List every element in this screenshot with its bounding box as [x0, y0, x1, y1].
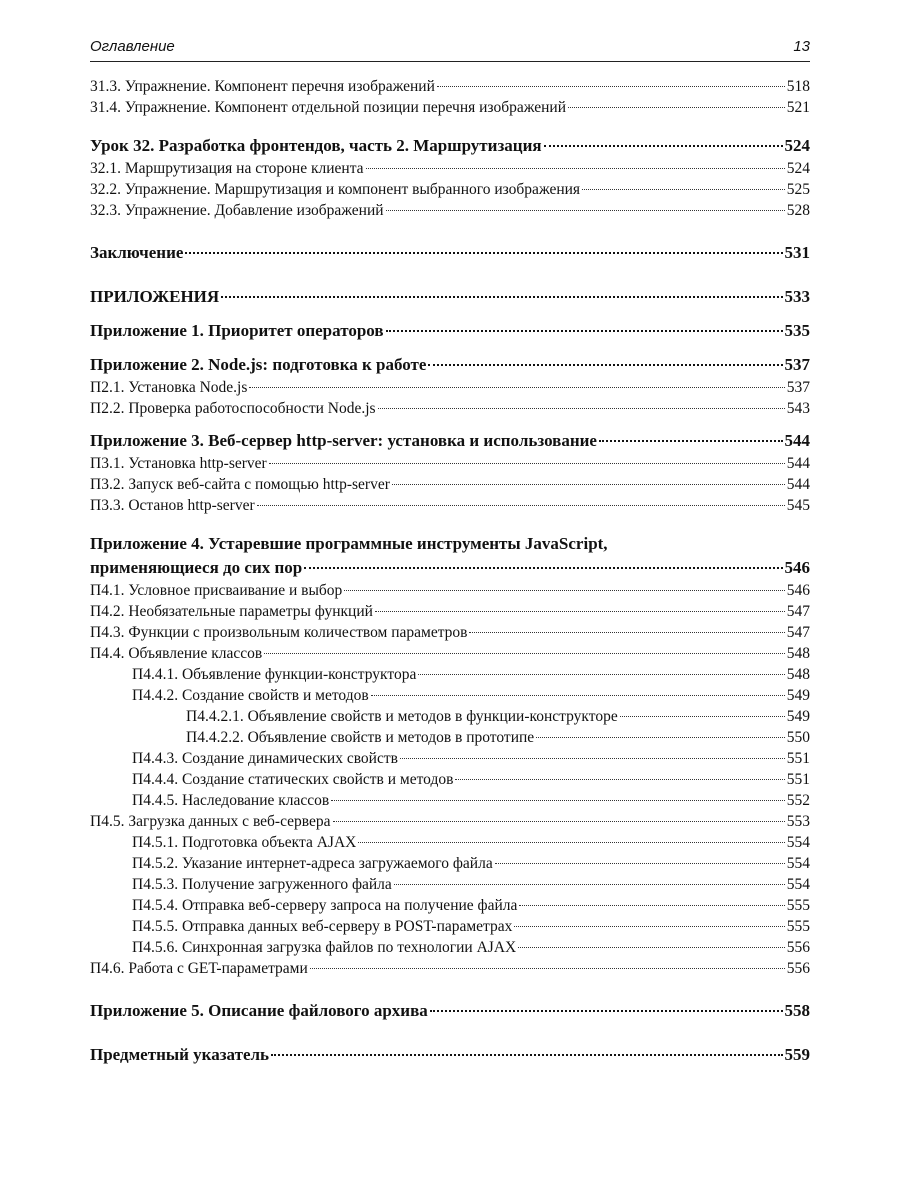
toc-subentry [90, 832, 810, 853]
toc-entry-title: Предметный указатель [90, 1045, 270, 1064]
toc-entry-page: 528 [786, 202, 810, 219]
toc-leader [221, 296, 782, 298]
toc-entry [90, 398, 810, 419]
toc-entry-page: 559 [784, 1045, 810, 1064]
toc-subsubentry [90, 706, 810, 727]
toc-leader [394, 884, 785, 885]
toc-entry-page: 545 [786, 497, 810, 514]
toc-entry-title: П4.4.4. Создание статических свойств и методов [132, 771, 454, 788]
toc-chapter-entry [90, 429, 810, 453]
toc-leader [358, 842, 784, 843]
toc-entry-page: 554 [786, 855, 810, 872]
toc-entry-page: 531 [784, 243, 810, 262]
toc-entry-title: Приложение 3. Веб-сервер http-server: установка и использование [90, 431, 597, 450]
toc-entry-title: П4.5.5. Отправка данных веб-серверу в POST-параметрах [132, 918, 513, 935]
toc-entry-title: Заключение [90, 243, 184, 262]
toc-entry-page: 551 [786, 771, 810, 788]
toc-entry [90, 643, 810, 664]
toc-leader [375, 611, 785, 612]
toc-entry-title: П4.6. Работа с GET-параметрами [90, 960, 308, 977]
toc-entry-title: П4.2. Необязательные параметры функций [90, 603, 373, 620]
toc-leader [257, 505, 785, 506]
toc-entry-page: 552 [786, 792, 810, 809]
toc-entry-title: П2.2. Проверка работоспособности Node.js [90, 400, 376, 417]
toc-entry [90, 580, 810, 601]
toc-entry [90, 158, 810, 179]
toc-leader [400, 758, 785, 759]
toc-entry-title: Приложение 5. Описание файлового архива [90, 1001, 428, 1020]
toc-leader [518, 947, 785, 948]
toc-entry-title: П4.5. Загрузка данных с веб-сервера [90, 813, 331, 830]
toc-chapter-entry [90, 285, 810, 309]
toc-subsubentry [90, 727, 810, 748]
toc-entry-page: 547 [786, 603, 810, 620]
toc-entry [90, 811, 810, 832]
page-number: 13 [793, 38, 810, 55]
toc-entry-title: 32.3. Упражнение. Добавление изображений [90, 202, 384, 219]
toc-leader [495, 863, 785, 864]
toc-entry-title: 32.1. Маршрутизация на стороне клиента [90, 160, 364, 177]
toc-entry [90, 958, 810, 979]
toc-leader [620, 716, 785, 717]
toc-entry [90, 495, 810, 516]
toc-entry-title: П4.4.2.2. Объявление свойств и методов в прототипе [186, 729, 535, 746]
toc-entry [90, 453, 810, 474]
toc-subentry [90, 895, 810, 916]
toc-subentry [90, 685, 810, 706]
toc-chapter-entry [90, 999, 810, 1023]
toc-entry-page: 524 [786, 160, 810, 177]
toc-entry-title: П2.1. Установка Node.js [90, 379, 248, 396]
toc-subentry [90, 664, 810, 685]
toc-leader [392, 484, 785, 485]
toc-entry-page: 544 [786, 455, 810, 472]
running-header [90, 36, 810, 60]
toc-entry-page: 553 [786, 813, 810, 830]
toc-entry-title: 32.2. Упражнение. Маршрутизация и компонент выбранного изображения [90, 181, 581, 198]
toc-entry-page: 547 [786, 624, 810, 641]
toc-chapter-entry [90, 319, 810, 343]
toc-entry-page: 544 [786, 476, 810, 493]
toc-leader [418, 674, 784, 675]
toc-subentry [90, 916, 810, 937]
toc-leader [544, 145, 783, 147]
toc-entry [90, 622, 810, 643]
toc-entry-title: Приложение 1. Приоритет операторов [90, 321, 384, 340]
toc-entry-title: П4.5.3. Получение загруженного файла [132, 876, 392, 893]
toc-entry-page: 554 [786, 876, 810, 893]
toc-leader [333, 821, 785, 822]
table-of-contents [90, 76, 810, 1067]
toc-entry-title: П4.4.3. Создание динамических свойств [132, 750, 398, 767]
toc-leader [455, 779, 784, 780]
toc-leader [310, 968, 785, 969]
toc-entry [90, 200, 810, 221]
toc-entry-page: 550 [786, 729, 810, 746]
toc-leader [271, 1054, 782, 1056]
toc-leader [304, 567, 782, 569]
toc-entry-title: П4.4.5. Наследование классов [132, 792, 330, 809]
toc-entry-title: П4.4.1. Объявление функции-конструктора [132, 666, 417, 683]
toc-entry-page: 551 [786, 750, 810, 767]
toc-entry-title: П3.3. Останов http-server [90, 497, 255, 514]
toc-leader [536, 737, 785, 738]
toc-entry-page: 544 [784, 431, 810, 450]
toc-entry-page: 518 [786, 78, 810, 95]
toc-chapter-entry [90, 556, 810, 580]
toc-entry-title: Приложение 2. Node.js: подготовка к работе [90, 355, 427, 374]
toc-entry-page: 548 [786, 666, 810, 683]
header-title: Оглавление [90, 38, 175, 55]
toc-leader [249, 387, 784, 388]
toc-entry-page: 546 [784, 558, 810, 577]
toc-entry-title: 31.4. Упражнение. Компонент отдельной позиции перечня изображений [90, 99, 567, 116]
toc-entry-page: 535 [784, 321, 810, 340]
toc-chapter-title-line1: Приложение 4. Устаревшие программные инструменты JavaScript, [90, 534, 608, 553]
toc-entry-title: 31.3. Упражнение. Компонент перечня изображений [90, 78, 435, 95]
toc-subentry [90, 748, 810, 769]
toc-entry-title: П4.5.6. Синхронная загрузка файлов по технологии AJAX [132, 939, 517, 956]
toc-leader [185, 252, 782, 254]
toc-entry-page: 555 [786, 897, 810, 914]
header-divider [90, 61, 810, 62]
toc-entry-title: П4.4.2.1. Объявление свойств и методов в функции-конструкторе [186, 708, 618, 725]
toc-leader [428, 364, 782, 366]
toc-entry-page: 533 [784, 287, 810, 306]
toc-entry [90, 474, 810, 495]
toc-entry-page: 524 [784, 136, 810, 155]
toc-entry-title: П4.3. Функции с произвольным количеством параметров [90, 624, 468, 641]
toc-entry-page: 556 [786, 939, 810, 956]
toc-subentry [90, 874, 810, 895]
toc-leader [371, 695, 785, 696]
toc-leader [514, 926, 784, 927]
toc-entry-page: 525 [786, 181, 810, 198]
toc-leader [599, 440, 783, 442]
toc-subentry [90, 937, 810, 958]
toc-entry-page: 548 [786, 645, 810, 662]
toc-leader [378, 408, 785, 409]
toc-entry-title: П3.1. Установка http-server [90, 455, 267, 472]
toc-subentry [90, 853, 810, 874]
toc-leader [430, 1010, 783, 1012]
toc-entry-page: 549 [786, 708, 810, 725]
toc-leader [269, 463, 785, 464]
toc-entry-page: 543 [786, 400, 810, 417]
toc-entry-page: 556 [786, 960, 810, 977]
toc-entry-title: П4.4. Объявление классов [90, 645, 263, 662]
toc-entry [90, 179, 810, 200]
toc-chapter-entry [90, 241, 810, 265]
toc-entry-page: 549 [786, 687, 810, 704]
toc-subentry [90, 790, 810, 811]
toc-entry-title: П3.2. Запуск веб-сайта с помощью http-server [90, 476, 390, 493]
toc-entry-title: П4.4.2. Создание свойств и методов [132, 687, 369, 704]
toc-entry-title: Урок 32. Разработка фронтендов, часть 2. Маршрутизация [90, 136, 542, 155]
toc-leader [437, 86, 785, 87]
toc-entry-title: ПРИЛОЖЕНИЯ [90, 287, 220, 306]
toc-chapter-entry [90, 1043, 810, 1067]
toc-entry-title: П4.1. Условное присваивание и выбор [90, 582, 343, 599]
toc-leader [519, 905, 784, 906]
toc-leader [582, 189, 785, 190]
toc-chapter-entry [90, 134, 810, 158]
toc-entry [90, 97, 810, 118]
toc-entry-page: 521 [786, 99, 810, 116]
toc-entry [90, 601, 810, 622]
toc-leader [386, 330, 783, 332]
toc-entry-page: 537 [786, 379, 810, 396]
toc-entry-page: 558 [784, 1001, 810, 1020]
toc-chapter-entry [90, 353, 810, 377]
toc-subentry [90, 769, 810, 790]
toc-leader [568, 107, 785, 108]
toc-leader [469, 632, 784, 633]
toc-entry [90, 76, 810, 97]
toc-entry-title: П4.5.4. Отправка веб-серверу запроса на получение файла [132, 897, 518, 914]
toc-leader [386, 210, 785, 211]
toc-entry-page: 554 [786, 834, 810, 851]
toc-entry-page: 555 [786, 918, 810, 935]
toc-leader [366, 168, 785, 169]
toc-entry [90, 377, 810, 398]
toc-leader [264, 653, 785, 654]
toc-leader [331, 800, 784, 801]
toc-entry-title: П4.5.1. Подготовка объекта AJAX [132, 834, 357, 851]
toc-entry-page: 537 [784, 355, 810, 374]
toc-entry-title: применяющиеся до сих пор [90, 558, 303, 577]
toc-entry-title: П4.5.2. Указание интернет-адреса загружаемого файла [132, 855, 493, 872]
toc-leader [344, 590, 785, 591]
toc-entry-page: 546 [786, 582, 810, 599]
